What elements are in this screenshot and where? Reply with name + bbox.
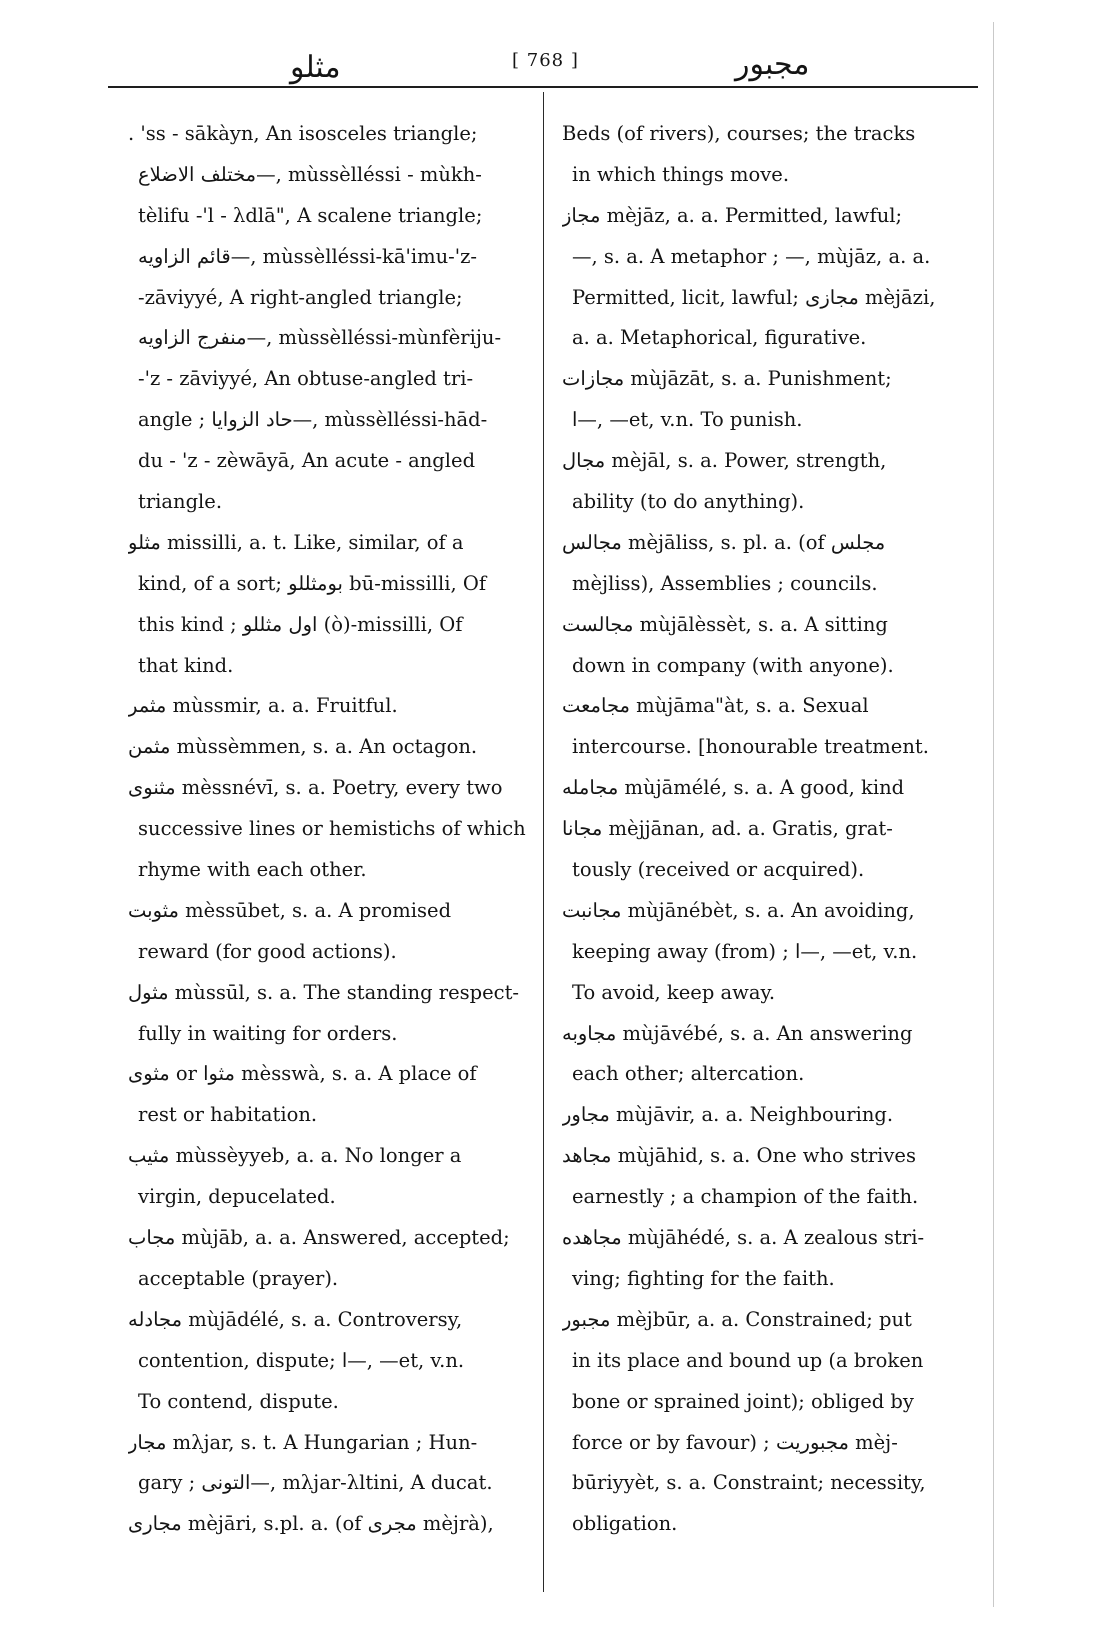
dictionary-entry (562, 1218, 982, 1300)
entry-line: مجارى mèjāri, s.pl. a. (of مجرى mèjrà), (128, 1512, 494, 1536)
entry-line: that kind. (138, 653, 234, 677)
entry-line: مثول mùssūl, s. a. The standing respect- (128, 980, 519, 1004)
entry-line: būriyyèt, s. a. Constraint; necessity, (572, 1471, 926, 1495)
entry-line: مجاب mùjāb, a. a. Answered, accepted; (128, 1226, 510, 1250)
dictionary-entry (128, 1054, 538, 1136)
entry-line: each other; altercation. (572, 1062, 805, 1086)
entry-line: قائم الزاويه—, mùssèlléssi-kā'imu-'z- (138, 244, 477, 268)
dictionary-entry (562, 1014, 982, 1096)
dictionary-entry (562, 114, 982, 196)
dictionary-entry (562, 441, 982, 523)
entry-line: kind, of a sort; بومثللو bū-missilli, Of (138, 571, 487, 595)
entry-line: Beds (of rivers), courses; the tracks (562, 122, 916, 145)
entry-line: مجبور mèjbūr, a. a. Constrained; put (562, 1307, 912, 1331)
dictionary-entry (562, 809, 982, 891)
entry-line: مثمر mùssmir, a. a. Fruitful. (128, 694, 398, 718)
entry-line: keeping away (from) ; ا—, —et, v.n. (572, 939, 918, 963)
dictionary-entry (128, 727, 538, 768)
entry-line: مجاور mùjāvir, a. a. Neighbouring. (562, 1103, 894, 1127)
entry-line: مجالست mùjālèssèt, s. a. A sitting (562, 612, 888, 636)
dictionary-entry (128, 114, 538, 523)
entry-line: rest or habitation. (138, 1103, 318, 1127)
entry-line: tèlifu -'l - λdlā", A scalene triangle; (138, 203, 483, 227)
entry-line: ا—, —et, v.n. To punish. (572, 408, 803, 432)
page-number: [ 768 ] (512, 50, 579, 71)
entry-line: مثيب mùssèyyeb, a. a. No longer a (128, 1144, 462, 1168)
dictionary-entry (562, 1095, 982, 1136)
entry-line: in which things move. (572, 162, 790, 186)
entry-line: earnestly ; a champion of the faith. (572, 1185, 919, 1209)
dictionary-entry (128, 1300, 538, 1423)
entry-line: مثنوى mèssnévī, s. a. Poetry, every two (128, 776, 503, 800)
entry-line: this kind ; اول مثللو (ò)-missilli, Of (138, 612, 463, 636)
entry-line: مجازات mùjāzāt, s. a. Punishment; (562, 367, 892, 391)
entry-line: tously (received or acquired). (572, 858, 865, 882)
entry-line: -zāviyyé, A right-angled triangle; (138, 285, 463, 309)
entry-line: reward (for good actions). (138, 939, 397, 963)
column-divider (543, 92, 544, 1592)
entry-line: مثلو missilli, a. t. Like, similar, of a (128, 530, 464, 554)
entry-line: down in company (with anyone). (572, 653, 894, 677)
dictionary-entry (562, 1136, 982, 1218)
entry-line: ving; fighting for the faith. (572, 1266, 835, 1290)
entry-line: مجال mèjāl, s. a. Power, strength, (562, 449, 887, 473)
entry-line: منفرج الزاويه—, mùssèlléssi-mùnfèriju- (138, 326, 502, 350)
dictionary-entry (128, 891, 538, 973)
entry-line: . 'ss - sākàyn, An isosceles triangle; (128, 122, 478, 145)
entry-line: مثوبت mèssūbet, s. a. A promised (128, 898, 452, 922)
dictionary-entry (562, 1300, 982, 1545)
entry-line: —, s. a. A metaphor ; —, mùjāz, a. a. (572, 244, 931, 268)
entry-line: -'z - zāviyyé, An obtuse-angled tri- (138, 367, 474, 391)
entry-line: rhyme with each other. (138, 858, 367, 882)
right-column (562, 114, 982, 1545)
header-rule (108, 86, 978, 88)
dictionary-entry (128, 973, 538, 1055)
entry-line: force or by favour) ; مجبوريت mèj- (572, 1430, 898, 1454)
entry-line: fully in waiting for orders. (138, 1021, 398, 1045)
dictionary-entry (128, 1504, 538, 1545)
dictionary-entry (562, 768, 982, 809)
entry-line: مثمن mùssèmmen, s. a. An octagon. (128, 735, 478, 759)
entry-line: du - 'z - zèwāyā, An acute - angled (138, 449, 476, 473)
entry-line: intercourse. [honourable treatment. (572, 735, 929, 759)
dictionary-entry (562, 359, 982, 441)
entry-line: مجادله mùjādélé, s. a. Controversy, (128, 1307, 463, 1331)
entry-line: Permitted, licit, lawful; مجازى mèjāzi, (572, 285, 936, 309)
entry-line: successive lines or hemistichs of which (138, 817, 526, 841)
dictionary-entry (128, 686, 538, 727)
entry-line: To avoid, keep away. (572, 980, 776, 1004)
entry-line: To contend, dispute. (138, 1389, 339, 1413)
entry-line: obligation. (572, 1512, 678, 1536)
entry-line: مجامعت mùjāma"àt, s. a. Sexual (562, 694, 869, 718)
left-column (128, 114, 538, 1545)
entry-line: angle ; حاد الزوايا—, mùssèlléssi-hād- (138, 408, 488, 432)
entry-line: in its place and bound up (a broken (572, 1348, 924, 1372)
dictionary-entry (128, 1423, 538, 1505)
dictionary-entry (562, 196, 982, 360)
header-left-word: مثلو (290, 50, 341, 85)
page-edge (993, 22, 994, 1607)
entry-line: a. a. Metaphorical, figurative. (572, 326, 867, 350)
dictionary-entry (562, 523, 982, 605)
entry-line: مجالس mèjāliss, s. pl. a. (of مجلس (562, 530, 886, 554)
dictionary-entry (128, 1218, 538, 1300)
entry-line: contention, dispute; ا—, —et, v.n. (138, 1348, 465, 1372)
entry-line: acceptable (prayer). (138, 1266, 339, 1290)
entry-line: مجامله mùjāmélé, s. a. A good, kind (562, 776, 905, 800)
dictionary-entry (128, 1136, 538, 1218)
entry-line: مجانا mèjjānan, ad. a. Gratis, grat- (562, 817, 893, 841)
dictionary-entry (562, 891, 982, 1014)
entry-line: gary ; التونى—, mλjar-λltini, A ducat. (138, 1471, 493, 1495)
entry-line: triangle. (138, 490, 223, 514)
header-right-word: مجبور (735, 47, 810, 82)
entry-line: مثوى or مثوا mèsswà, s. a. A place of (128, 1062, 477, 1086)
dictionary-entry (562, 686, 982, 768)
dictionary-entry (128, 768, 538, 891)
entry-line: مجار mλjar, s. t. A Hungarian ; Hun- (128, 1430, 478, 1454)
entry-line: virgin, depucelated. (138, 1185, 336, 1209)
entry-line: مختلف الاضلاع—, mùssèlléssi - mùkh- (138, 162, 482, 186)
dictionary-entry (128, 523, 538, 687)
entry-line: mèjliss), Assemblies ; councils. (572, 571, 878, 595)
dictionary-entry (562, 605, 982, 687)
entry-line: مجاهد mùjāhid, s. a. One who strives (562, 1144, 916, 1168)
entry-line: مجانبت mùjānébèt, s. a. An avoiding, (562, 898, 915, 922)
entry-line: مجاوبه mùjāvébé, s. a. An answering (562, 1021, 913, 1045)
entry-line: مجاهده mùjāhédé, s. a. A zealous stri- (562, 1226, 925, 1250)
entry-line: مجاز mèjāz, a. a. Permitted, lawful; (562, 203, 903, 227)
entry-line: bone or sprained joint); obliged by (572, 1389, 914, 1413)
entry-line: ability (to do anything). (572, 490, 805, 514)
